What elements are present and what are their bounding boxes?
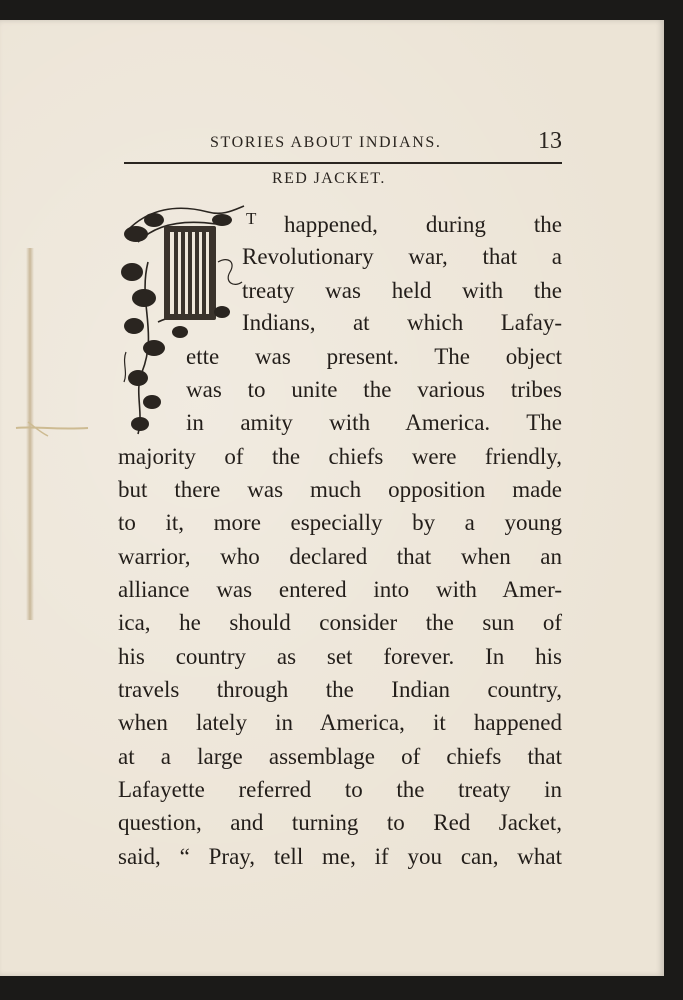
section-title: RED JACKET. xyxy=(272,170,386,187)
body-line-11: warrior, who declared that when an xyxy=(118,544,562,569)
body-line-17: at a large assemblage of chiefs that xyxy=(118,744,562,769)
body-line-12: alliance was entered into with Amer- xyxy=(118,577,562,602)
body-line-4: Indians, at which Lafay- xyxy=(242,310,562,335)
body-line-19: question, and turning to Red Jacket, xyxy=(118,810,562,835)
body-line-18: Lafayette referred to the treaty in xyxy=(118,777,562,802)
body-line-5: ette was present. The object xyxy=(186,344,562,369)
page-header xyxy=(124,128,562,164)
ornamental-vine-initial-icon xyxy=(118,202,250,442)
drop-cap-word-rest: T xyxy=(246,209,258,228)
body-line-16: when lately in America, it happened xyxy=(118,710,562,735)
body-line-8: majority of the chiefs were friendly, xyxy=(118,444,562,469)
body-line-1: happened, during the xyxy=(284,212,562,237)
body-line-14: his country as set forever. In his xyxy=(118,644,562,669)
body-line-7: in amity with America. The xyxy=(186,410,562,435)
binding-thread-icon xyxy=(14,418,90,438)
body-line-6: was to unite the various tribes xyxy=(186,377,562,402)
body-line-2: Revolutionary war, that a xyxy=(242,244,562,269)
body-line-9: but there was much opposition made xyxy=(118,477,562,502)
body-line-15: travels through the Indian country, xyxy=(118,677,562,702)
body-line-3: treaty was held with the xyxy=(242,278,562,303)
body-line-13: ica, he should consider the sun of xyxy=(118,610,562,635)
body-line-20: said, “ Pray, tell me, if you can, what xyxy=(118,844,562,869)
body-line-10: to it, more especially by a young xyxy=(118,510,562,535)
page-number: 13 xyxy=(538,128,562,154)
running-head: STORIES ABOUT INDIANS. xyxy=(210,134,442,151)
